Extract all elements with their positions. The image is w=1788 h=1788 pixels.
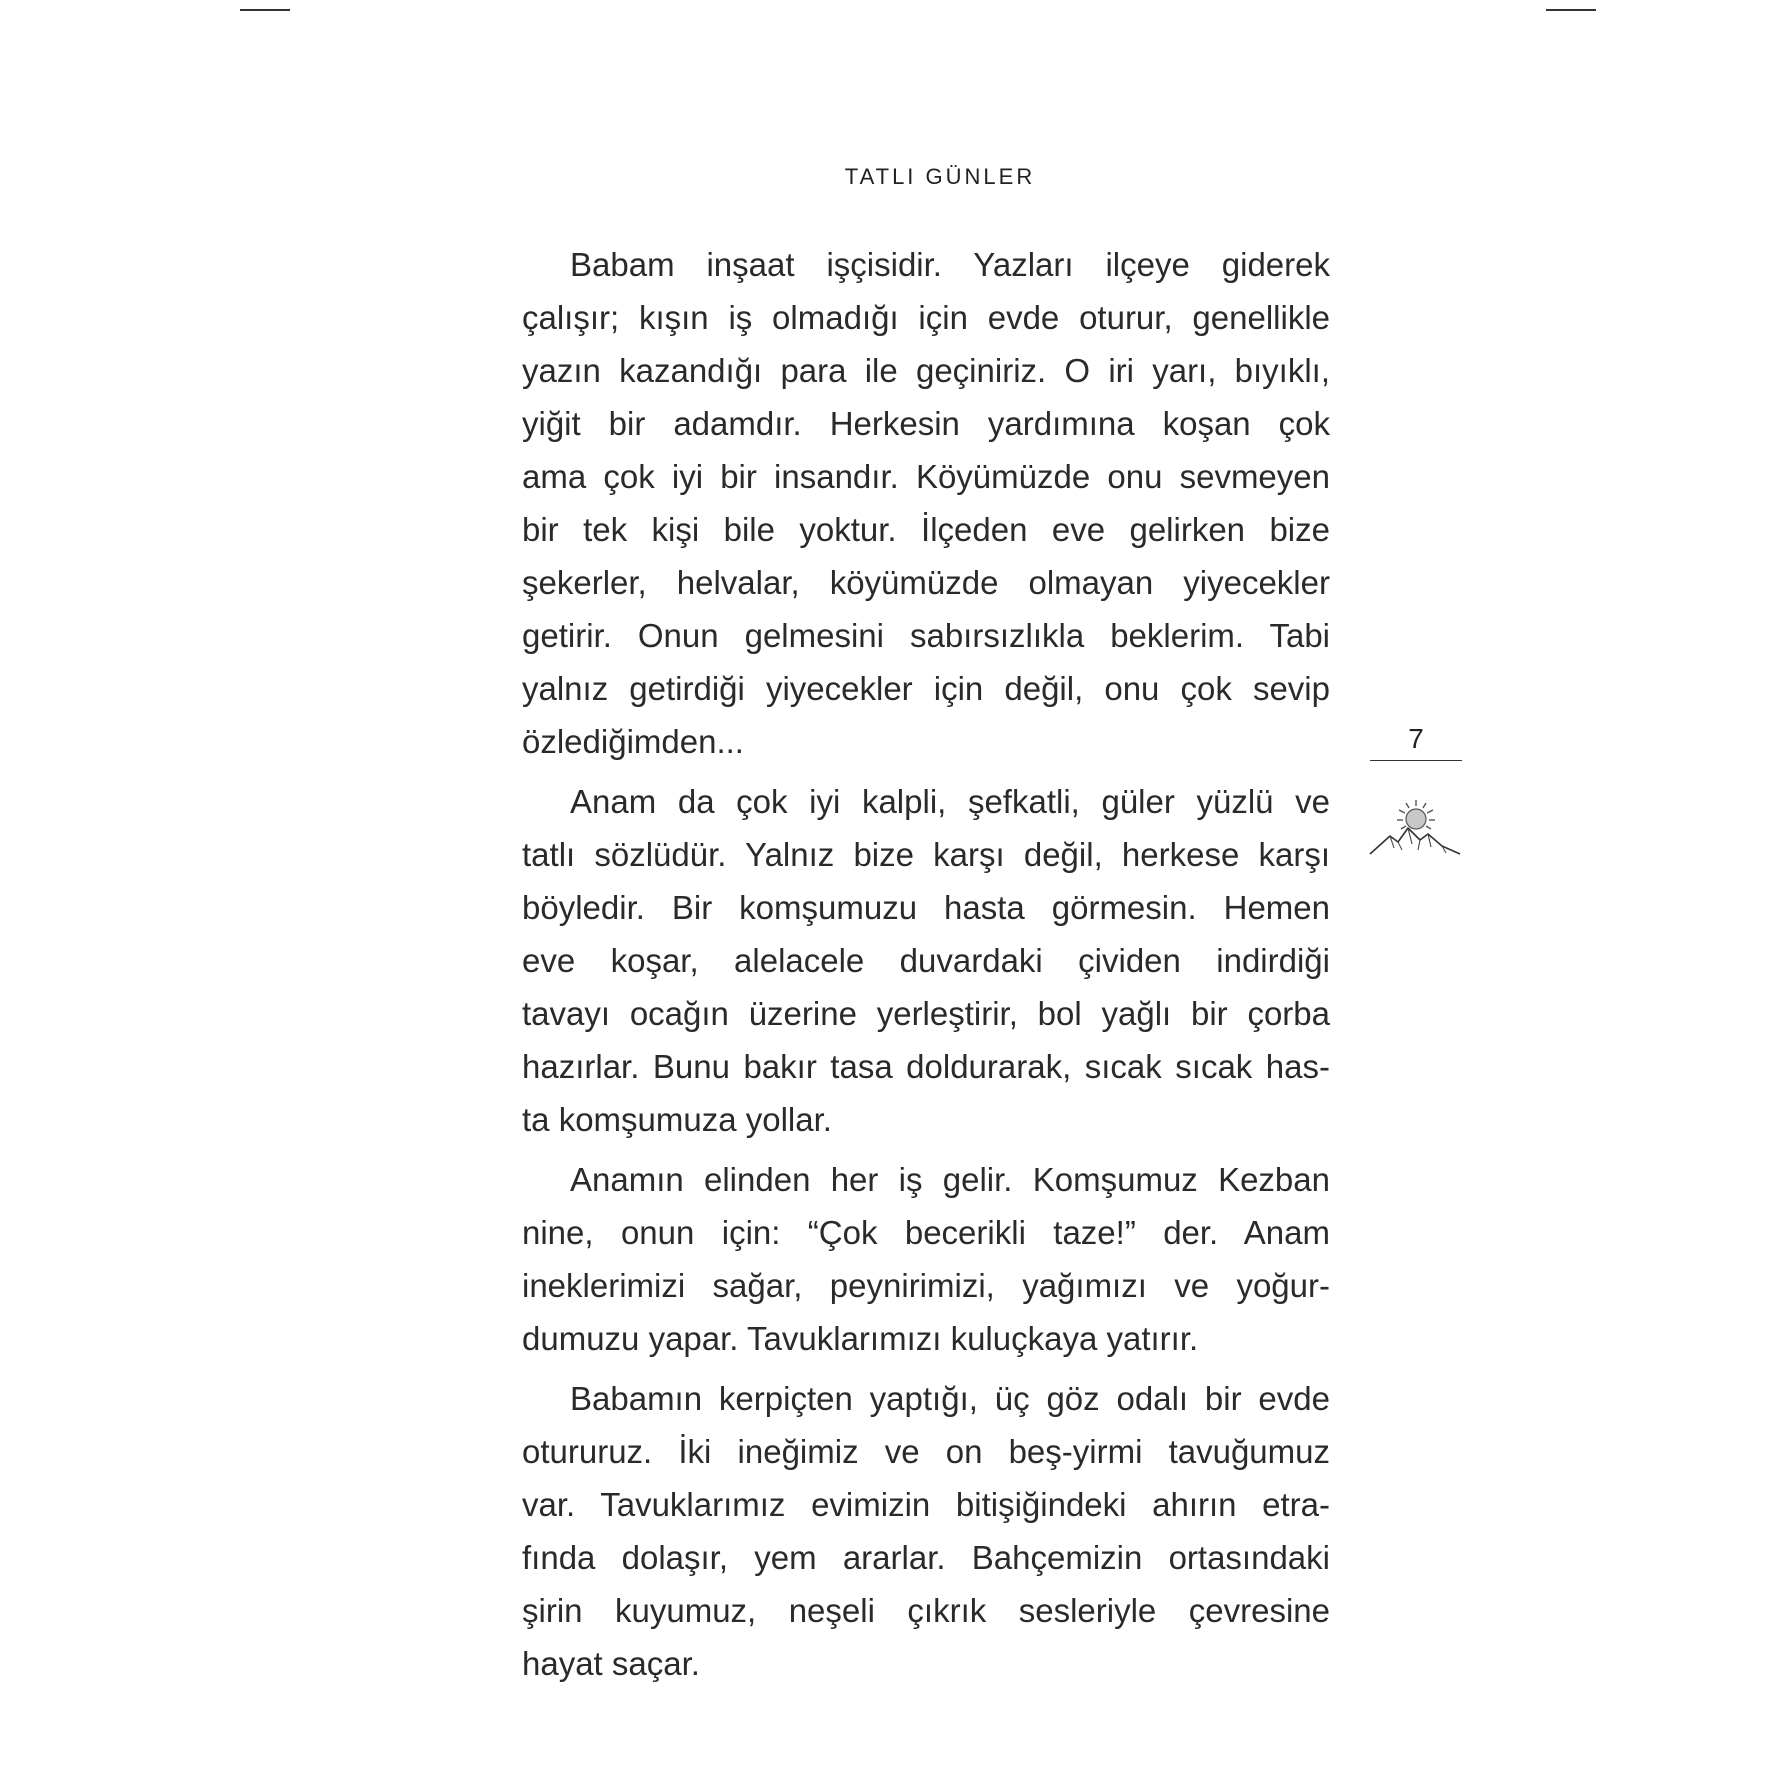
text-line: şekerler, helvalar, köyümüzde olmayan yiyecekler	[522, 564, 1330, 601]
text-line: fında dolaşır, yem ararlar. Bahçemizin ortasındaki	[522, 1539, 1330, 1576]
text-line: Babam inşaat işçisidir. Yazları ilçeye giderek	[570, 246, 1330, 283]
page-number-rule	[1370, 760, 1462, 761]
page-number: 7	[1408, 723, 1424, 754]
text-line: eve koşar, alelacele duvardaki çividen indirdiği	[522, 942, 1330, 979]
text-line: bir tek kişi bile yoktur. İlçeden eve gelirken bize	[522, 511, 1330, 548]
text-line: çalışır; kışın iş olmadığı için evde oturur, genellikle	[522, 299, 1330, 336]
crop-mark-right	[1546, 9, 1596, 11]
text-line: Babamın kerpiçten yaptığı, üç göz odalı bir evde	[570, 1380, 1330, 1417]
running-head: TATLI GÜNLER	[844, 164, 1036, 189]
text-line: şirin kuyumuz, neşeli çıkrık sesleriyle çevresine	[522, 1592, 1330, 1629]
text-line: nine, onun için: “Çok becerikli taze!” der. Anam	[522, 1214, 1330, 1251]
text-line: var. Tavuklarımız evimizin bitişiğindeki ahırın etra-	[522, 1486, 1330, 1523]
paragraph-1	[522, 238, 1330, 768]
text-line: hazırlar. Bunu bakır tasa doldurarak, sıcak sıcak has-	[522, 1048, 1330, 1085]
text-line: dumuzu yapar. Tavuklarımızı kuluçkaya yatırır.	[522, 1320, 1199, 1357]
paragraph-4	[522, 1372, 1330, 1690]
paragraph-2	[522, 775, 1330, 1146]
text-line: Anamın elinden her iş gelir. Komşumuz Kezban	[570, 1161, 1330, 1198]
text-line: yazın kazandığı para ile geçiniriz. O iri yarı, bıyıklı,	[522, 352, 1330, 389]
text-line: ama çok iyi bir insandır. Köyümüzde onu sevmeyen	[522, 458, 1330, 495]
text-line: yalnız getirdiği yiyecekler için değil, onu çok sevip	[522, 670, 1330, 707]
text-line: tatlı sözlüdür. Yalnız bize karşı değil, herkese karşı	[522, 836, 1330, 873]
text-line: otururuz. İki ineğimiz ve on beş-yirmi tavuğumuz	[522, 1433, 1330, 1470]
text-line: Anam da çok iyi kalpli, şefkatli, güler yüzlü ve	[570, 783, 1330, 820]
mountain-sun-icon	[1368, 798, 1462, 860]
text-line: hayat saçar.	[522, 1645, 700, 1682]
text-line: böyledir. Bir komşumuzu hasta görmesin. Hemen	[522, 889, 1330, 926]
text-line: getirir. Onun gelmesini sabırsızlıkla beklerim. Tabi	[522, 617, 1330, 654]
text-line: tavayı ocağın üzerine yerleştirir, bol yağlı bir çorba	[522, 995, 1330, 1032]
text-line: yiğit bir adamdır. Herkesin yardımına koşan çok	[522, 405, 1330, 442]
text-line: özlediğimden...	[522, 723, 744, 760]
text-line: ineklerimizi sağar, peynirimizi, yağımızı ve yoğur-	[522, 1267, 1330, 1304]
crop-mark-left	[240, 9, 290, 11]
body-text	[522, 238, 1330, 1697]
text-line: ta komşumuza yollar.	[522, 1101, 832, 1138]
paragraph-3	[522, 1153, 1330, 1365]
